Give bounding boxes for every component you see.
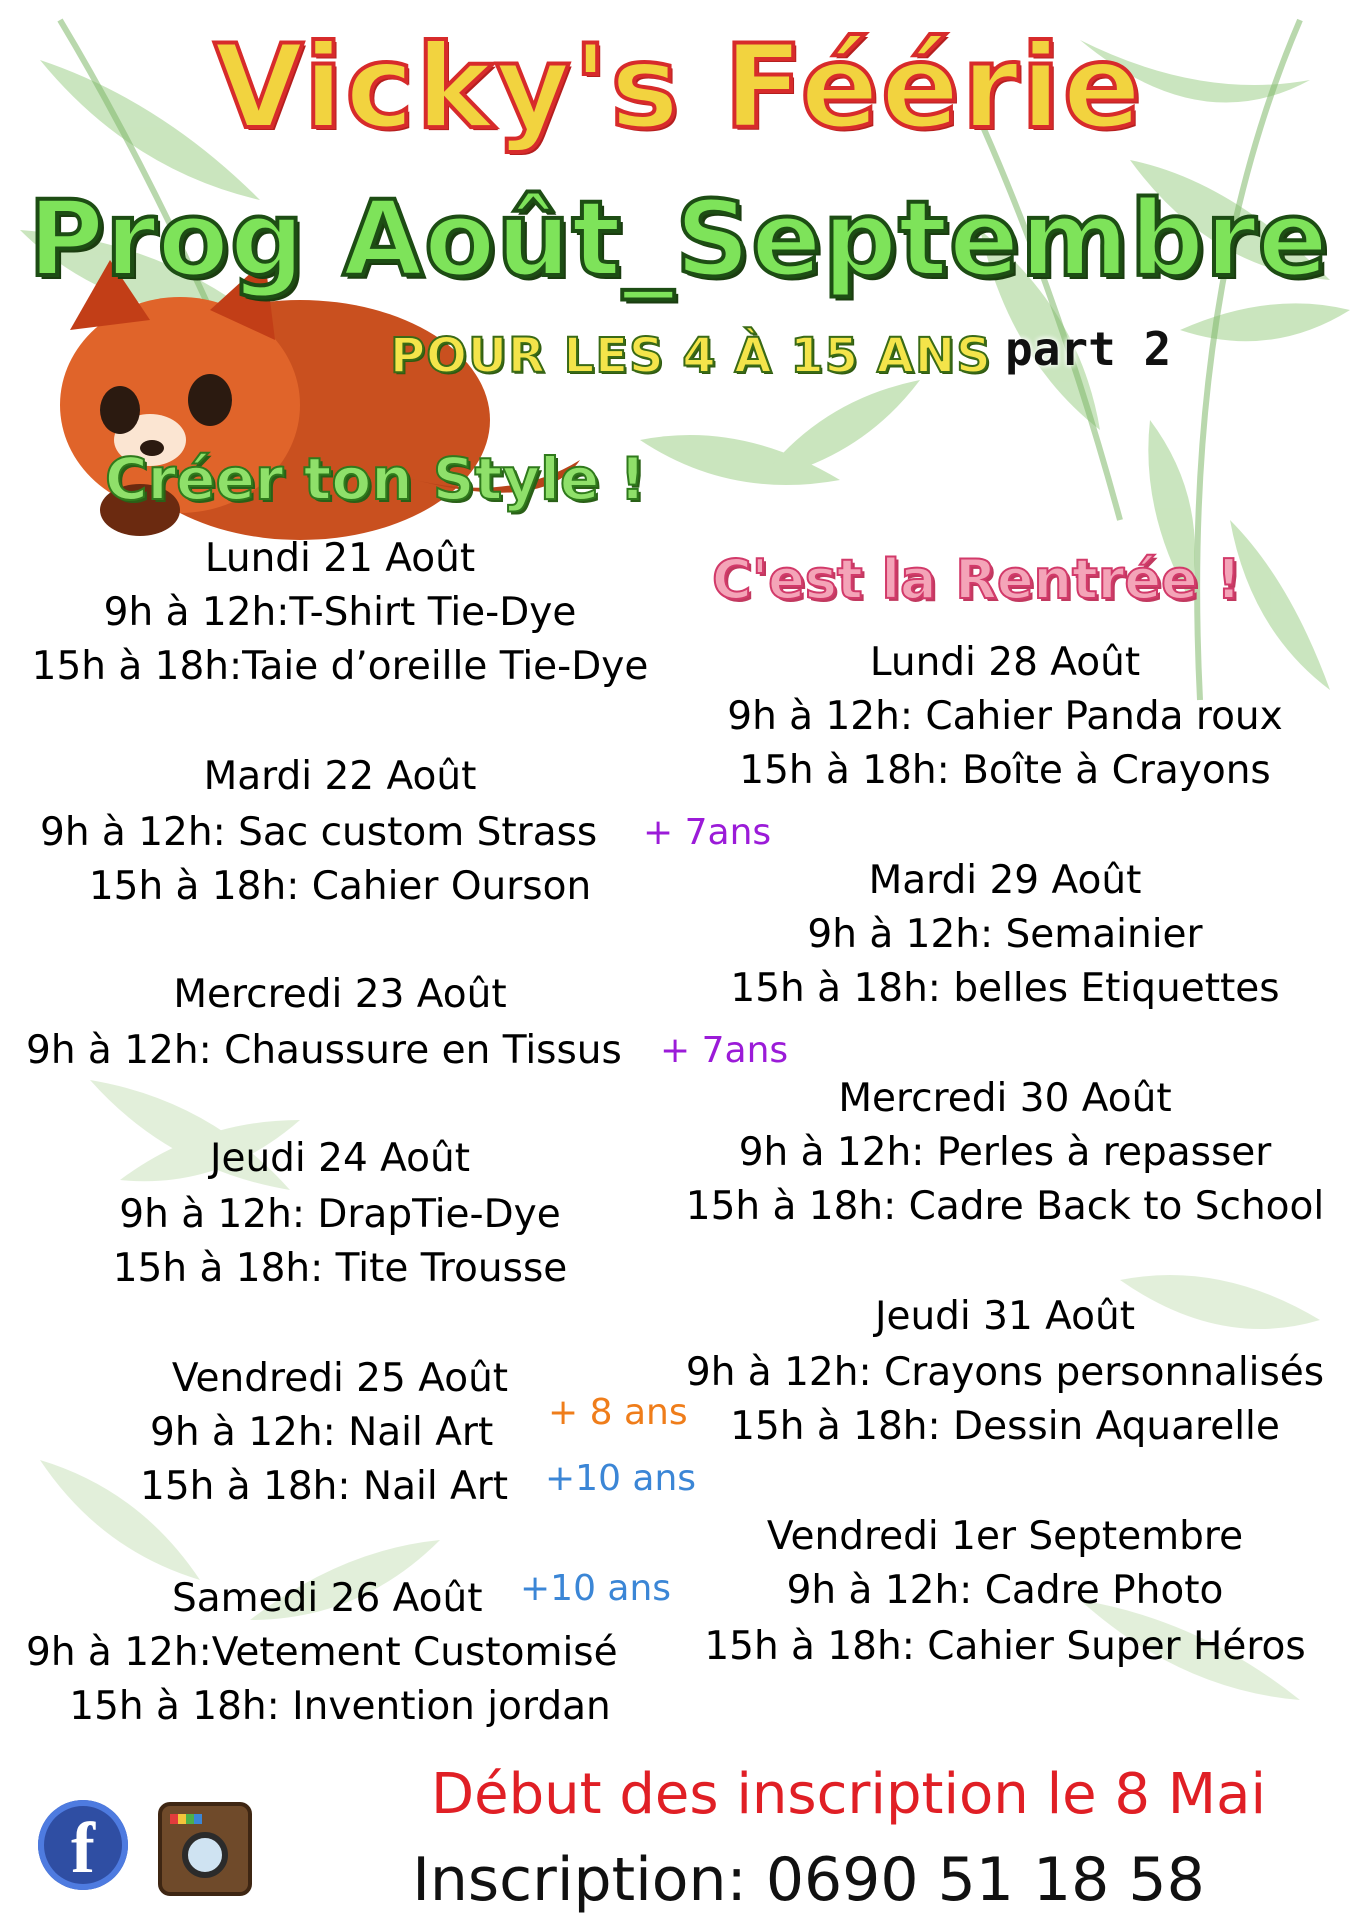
activity-line: 15h à 18h: Boîte à Crayons <box>739 748 1271 793</box>
activity-line: 9h à 12h: DrapTie-Dye <box>119 1192 561 1237</box>
age-note: + 7ans <box>643 812 772 853</box>
day-heading: Jeudi 24 Août <box>209 1136 471 1181</box>
day-heading: Mardi 22 Août <box>203 754 477 799</box>
day-heading: Vendredi 25 Août <box>171 1356 509 1401</box>
day-heading: Lundi 28 Août <box>869 640 1141 685</box>
age-note: +10 ans <box>545 1458 697 1499</box>
activity-line: 15h à 18h:Taie d’oreille Tie-Dye <box>31 644 649 689</box>
activity-line: 15h à 18h: Dessin Aquarelle <box>730 1404 1280 1449</box>
activity-line: 9h à 12h: Semainier <box>807 912 1203 957</box>
section-title-right: C'est la Rentrée ! <box>712 548 1242 611</box>
activity-line: 15h à 18h: Cahier Ourson <box>88 864 592 909</box>
day-heading: Vendredi 1er Septembre <box>766 1514 1244 1559</box>
activity-line: 15h à 18h: Cahier Super Héros <box>704 1624 1306 1669</box>
day-heading: Mercredi 30 Août <box>838 1076 1172 1121</box>
facebook-icon[interactable] <box>38 1800 128 1890</box>
activity-line: 15h à 18h: Tite Trousse <box>112 1246 568 1291</box>
activity-line: 9h à 12h: Crayons personnalisés <box>685 1350 1325 1395</box>
activity-line: 9h à 12h: Cadre Photo <box>786 1568 1224 1613</box>
age-range: POUR LES 4 À 15 ANS <box>390 328 992 384</box>
day-heading: Mardi 29 Août <box>868 858 1142 903</box>
facebook-glyph: f <box>71 1808 95 1888</box>
activity-line: 9h à 12h: Sac custom Strass <box>40 810 598 855</box>
day-heading: Samedi 26 Août <box>172 1576 483 1621</box>
registration-phone: Inscription: 0690 51 18 58 <box>412 1845 1205 1915</box>
age-note: +10 ans <box>520 1568 672 1609</box>
day-heading: Jeudi 31 Août <box>874 1294 1136 1339</box>
activity-line: 15h à 18h: belles Etiquettes <box>730 966 1280 1011</box>
section-title-left: Créer ton Style ! <box>105 445 646 513</box>
activity-line: 9h à 12h: Nail Art <box>150 1410 494 1455</box>
day-heading: Lundi 21 Août <box>204 536 476 581</box>
brand-title: Vicky's Féérie <box>213 20 1144 155</box>
instagram-stripe <box>170 1814 202 1824</box>
registration-start: Début des inscription le 8 Mai <box>431 1762 1266 1827</box>
instagram-lens <box>182 1832 228 1878</box>
age-note: + 8 ans <box>548 1392 688 1433</box>
part-label: part 2 <box>1005 322 1172 376</box>
activity-line: 15h à 18h: Invention jordan <box>69 1684 611 1729</box>
activity-line: 9h à 12h:Vetement Customisé <box>26 1630 618 1675</box>
activity-line: 9h à 12h: Cahier Panda roux <box>727 694 1283 739</box>
activity-line: 15h à 18h: Cadre Back to School <box>685 1184 1325 1229</box>
activity-line: 9h à 12h: Chaussure en Tissus <box>26 1028 622 1073</box>
activity-line: 15h à 18h: Nail Art <box>140 1464 509 1509</box>
age-note: + 7ans <box>660 1030 789 1071</box>
instagram-icon[interactable] <box>158 1802 252 1896</box>
activity-line: 9h à 12h:T-Shirt Tie-Dye <box>103 590 577 635</box>
day-heading: Mercredi 23 Août <box>173 972 507 1017</box>
activity-line: 9h à 12h: Perles à repasser <box>738 1130 1272 1175</box>
program-title: Prog Août_Septembre <box>27 178 1330 300</box>
